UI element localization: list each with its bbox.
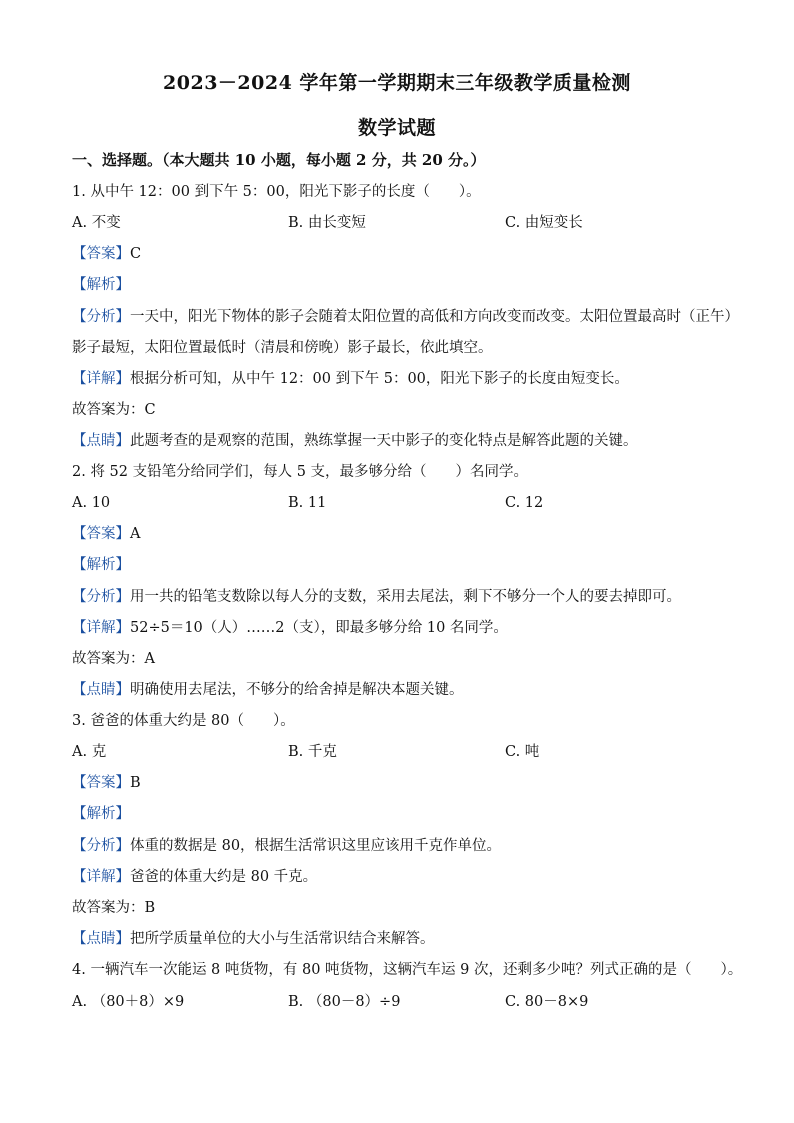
detail-label: 【详解】 [72,620,130,636]
analysis-text: 体重的数据是 80，根据生活常识这里应该用千克作单位。 [130,838,502,854]
question-3-option-c: C. 吨 [505,744,540,760]
question-4-stem: 4. 一辆汽车一次能运 8 吨货物，有 80 吨货物，这辆汽车运 9 次，还剩多少吨？列式正确的是（ ）。 [72,962,743,978]
question-2-option-b: B. 11 [288,495,327,511]
question-2-explain [72,555,130,575]
answer-value: C [130,246,142,262]
question-1-detail [72,369,629,389]
detail-text: 52÷5＝10（人）……2（支），即最多够分给 10 名同学。 [130,620,508,636]
question-4-option-a: A. （80＋8）×9 [72,994,185,1010]
analysis-label: 【分析】 [72,838,130,854]
question-3-option-b: B. 千克 [288,744,337,760]
question-2-analysis [72,587,681,607]
question-3-detail [72,867,317,887]
answer-value: B [130,775,141,791]
question-2-stem: 2. 将 52 支铅笔分给同学们，每人 5 支，最多够分给（ ）名同学。 [72,464,529,480]
detail-text: 根据分析可知，从中午 12：00 到下午 5：00，阳光下影子的长度由短变长。 [130,371,629,387]
question-3-explain [72,804,130,824]
comment-label: 【点睛】 [72,433,130,449]
comment-text: 此题考查的是观察的范围，熟练掌握一天中影子的变化特点是解答此题的关键。 [130,433,638,449]
question-3-final: 故答案为：B [72,900,156,916]
question-1-explain [72,275,130,295]
question-3-stem: 3. 爸爸的体重大约是 80（ ）。 [72,713,295,729]
question-1-option-c: C. 由短变长 [505,215,583,231]
question-2-option-a: A. 10 [72,495,111,511]
question-2-detail [72,618,508,638]
comment-label: 【点睛】 [72,682,130,698]
comment-text: 把所学质量单位的大小与生活常识结合来解答。 [130,931,435,947]
question-1-stem: 1. 从中午 12：00 到下午 5：00，阳光下影子的长度（ ）。 [72,184,481,200]
question-4-option-c: C. 80－8×9 [505,994,589,1010]
question-1-answer [72,244,141,264]
analysis-label: 【分析】 [72,309,130,325]
question-2-option-c: C. 12 [505,495,544,511]
question-3-comment [72,929,435,949]
detail-text: 爸爸的体重大约是 80 千克。 [130,869,318,885]
question-2-final: 故答案为：A [72,651,155,667]
detail-label: 【详解】 [72,371,130,387]
explain-label: 【解析】 [72,557,130,573]
question-3-option-a: A. 克 [72,744,107,760]
analysis-text: 用一共的铅笔支数除以每人分的支数，采用去尾法，剩下不够分一个人的要去掉即可。 [130,589,681,605]
comment-label: 【点睛】 [72,931,130,947]
question-3-answer [72,773,141,793]
question-1-comment [72,431,638,451]
comment-text: 明确使用去尾法，不够分的给舍掉是解决本题关键。 [130,682,464,698]
question-1-final: 故答案为：C [72,402,156,418]
section-heading: 一、选择题。（本大题共 10 小题，每小题 2 分，共 20 分。） [72,151,486,169]
question-4-option-b: B. （80－8）÷9 [288,994,401,1010]
analysis-label: 【分析】 [72,589,130,605]
answer-label: 【答案】 [72,246,130,262]
page-subtitle: 数学试题 [357,117,436,139]
question-3-analysis [72,836,501,856]
page-title: 2023－2024 学年第一学期期末三年级教学质量检测 [163,72,631,94]
analysis-text: 一天中，阳光下物体的影子会随着太阳位置的高低和方向改变而改变。太阳位置最高时（正午） [130,309,739,325]
answer-label: 【答案】 [72,775,130,791]
question-1-analysis-cont: 影子最短，太阳位置最低时（清晨和傍晚）影子最长，依此填空。 [72,340,493,356]
explain-label: 【解析】 [72,806,130,822]
detail-label: 【详解】 [72,869,130,885]
question-2-answer [72,524,140,544]
question-1-option-a: A. 不变 [72,215,121,231]
answer-value: A [130,526,141,542]
answer-label: 【答案】 [72,526,130,542]
explain-label: 【解析】 [72,277,130,293]
question-2-comment [72,680,464,700]
question-1-option-b: B. 由长变短 [288,215,366,231]
question-1-analysis [72,307,739,327]
